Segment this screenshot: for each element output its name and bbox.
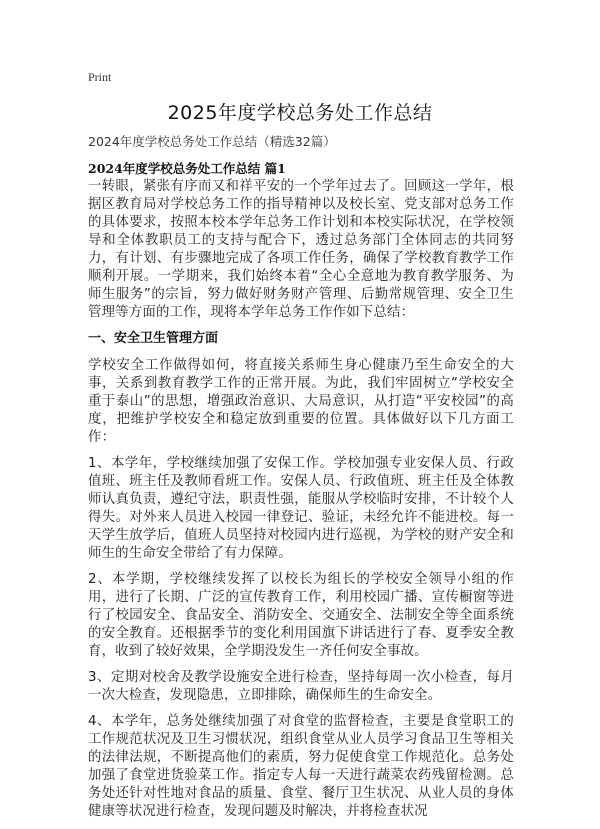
intro-paragraph: 一转眼，紧张有序而又和祥平安的一个学年过去了。回顾这一学年，根据区教育局对学校总务工作的指导精神以及校长室、党支部对总务工作的具体要求，按照本校本学年总务工作计划和本校实际状况，在学校领导和全体教职员工的支持与配合下，透过总务部门全体同志的共同努力，有计划、有步骤地完成了各项工作任务，确保了学校教育教学工作顺利开展。一学期来，我们始终本着“全心全意地为教育教学服务、为师生服务”的宗旨，努力做好财务财产管理、后勤常规管理、安全卫生管理等方面的工作，现将本学年总务工作作如下总结： (88, 179, 514, 320)
article-heading: 2024年度学校总务处工作总结 篇1 (88, 161, 286, 176)
list-item-paragraph: 4、本学年，总务处继续加强了对食堂的监督检查，主要是食堂职工的工作规范状况及卫生习惯状况，组织食堂从业人员学习食品卫生等相关的法律法规，不断提高他们的素质，努力促使食堂工作规范化。总务处加强了食堂进货验菜工作。指定专人每一天进行蔬菜农药残留检测。总务处还针对性地对食品的质量、食堂、餐厅卫生状况、从业人员的身体健康等状况进行检查，发现问题及时解决，并将检查状况 (88, 714, 514, 819)
section-heading: 一、安全卫生管理方面 (88, 331, 219, 346)
document-subtitle: 2024年度学校总务处工作总结（精选32篇） (88, 134, 336, 149)
document-title: 2025年度学校总务处工作总结 (167, 102, 433, 124)
print-label: Print (88, 70, 112, 84)
list-item-paragraph: 2、本学期，学校继续发挥了以校长为组长的学校安全领导小组的作用，进行了长期、广泛的宣传教育工作，利用校园广播、宣传橱窗等进行了校园安全、食品安全、消防安全、交通安全、法制安全等全面系统的安全教育。还根据季节的变化利用国旗下讲话进行了春、夏季安全教育，收到了较好效果，全学期没发生一齐任何安全事故。 (88, 572, 514, 659)
section-intro-paragraph: 学校安全工作做得如何，将直接关系师生身心健康乃至生命安全的大事，关系到教育教学工作的正常开展。为此，我们牢固树立“学校安全重于泰山”的思想，增强政治意识、大局意识，从打造“平安校园”的高度，把维护学校安全和稳定放到重要的位置。具体做好以下几方面工作： (88, 358, 514, 445)
document-body (88, 178, 514, 829)
list-item-paragraph: 3、定期对校舍及教学设施安全进行检查，坚持每周一次小检查，每月一次大检查，发现隐患，立即排除，确保师生的生命安全。 (88, 670, 514, 703)
list-item-paragraph: 1、本学年，学校继续加强了安保工作。学校加强专业安保人员、行政值班、班主任及教师看班工作。安保人员、行政值班、班主任及全体教师认真负责，遵纪守法，职责性强，能服从学校临时安排，不计较个人得失。对外来人员进入校园一律登记、验证，未经允许不能进校。每一天学生放学后，值班人员坚持对校园内进行巡视，为学校的财产安全和师生的生命安全带给了有力保障。 (88, 456, 514, 561)
